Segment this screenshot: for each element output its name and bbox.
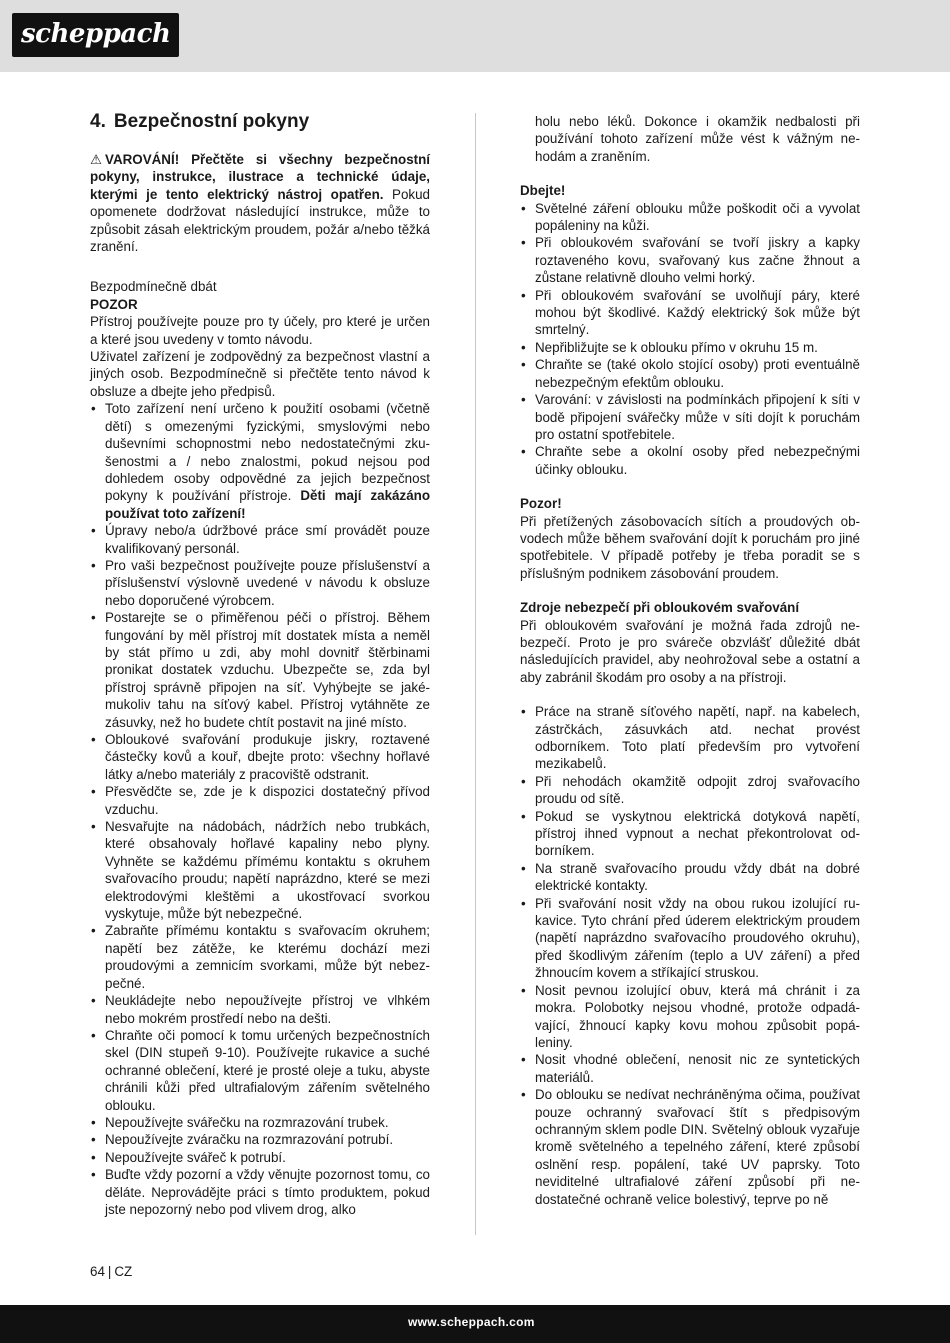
- list-item: • Nesvařujte na nádobách, nádržích nebo trubkách, které obsahovaly hořlavé kapaliny nebo plyny. Vyhněte se každému přímému kontaktu s okruhem svařovacího proudu; napětí naprázdno, které se mezi elektrodovými kleštěmi a ukostřovací svorkou vyskytuje, může být nebezpečné.: [90, 818, 430, 922]
- list-item: • Chraňte se (také okolo stojící osoby) proti eventuálně nebezpečným efektům oblouku.: [520, 356, 860, 391]
- list-item: • Práce na straně síťového napětí, např. na kabelech, zástrčkách, zásuvkách atd. nechat provést odborníkem. Toto platí především pro vytvoření mezikabelů.: [520, 703, 860, 773]
- list-item: • Postarejte se o přiměřenou péči o přístroj. Během fungování by měl přístroj mít dostatek místa a neměl by stát přímo u zdi, aby mohl dovnitř štěrbinami pronikat dostatek vzduchu. Ubezpečte se, zda byl přístroj správně připojen na síť. Vyhýbejte se jakémukoliv tahu na síťový kabel. Přístroj vytáhněte ze zásuvky, než ho budete chtít postavit na jiné místo.: [90, 609, 430, 731]
- list-item: • Nepoužívejte svářečku na rozmrazování trubek.: [90, 1114, 430, 1131]
- footer-separator: |: [107, 1264, 112, 1279]
- paragraph-purpose: Přístroj používejte pouze pro ty účely, pro které je určen a které jsou uvedeny v tomto návodu.: [90, 314, 430, 347]
- list-item: • Nepoužívejte zváračku na rozmrazování potrubí.: [90, 1131, 430, 1148]
- dbejte-heading: Dbejte!: [520, 183, 566, 199]
- list-item: • Pokud se vyskytnou elektrická dotyková napětí, přístroj ihned vypnout a nechat překontrolovat odborníkem.: [520, 808, 860, 860]
- children-warning: Děti mají zakázáno používat toto zařízení!: [105, 488, 430, 521]
- list-item: • Při nehodách okamžitě odpojit zdroj svařovacího proudu od sítě.: [520, 773, 860, 808]
- language-code: CZ: [114, 1264, 133, 1279]
- page-number: 64: [90, 1264, 105, 1279]
- list-item: • Při svařování nosit vždy na obou rukou izolující rukavice. Tyto chrání před úderem elektrickým proudem (napětí naprázdno svařovacího proudového okruhu), před škodlivým zářením (teplo a UV záření) a před žhnoucím kovem a stříkající struskou.: [520, 895, 860, 982]
- safety-bullet-list: [90, 400, 430, 1218]
- section-number: 4.: [90, 111, 106, 132]
- list-item: • Při obloukovém svařování se uvolňují páry, které mohou být škodlivé. Každý elektrický šok může být smrtelný.: [520, 287, 860, 339]
- list-item: • Chraňte sebe a okolní osoby před nebezpečnými účinky oblouku.: [520, 443, 860, 478]
- must-heading: Bezpodmínečně dbát: [90, 279, 217, 295]
- scheppach-logo: scheppach: [12, 13, 179, 57]
- hazard-sources-paragraph: Při obloukovém svařování je možná řada zdrojů nebezpečí. Proto je pro sváreče obzvlášť důležité dbát následujících pravidel, aby neohrožoval sebe a ostatní a aby zabránil škodám pro osoby a na přístroji.: [520, 617, 860, 685]
- list-item: • Nosit vhodné oblečení, nenosit nic ze syntetických materiálů.: [520, 1051, 860, 1086]
- left-column: [90, 110, 430, 1218]
- page-number-footer: [90, 1264, 132, 1279]
- warning-triangle-icon: ⚠: [90, 152, 103, 167]
- website-link[interactable]: www.scheppach.com: [408, 1315, 535, 1329]
- list-item: • Nepřibližujte se k oblouku přímo v okruhu 15 m.: [520, 339, 860, 356]
- hazard-sources-heading: Zdroje nebezpečí při obloukovém svařování: [520, 600, 800, 616]
- list-item: • Zabraňte přímému kontaktu s svařovacím okruhem; napětí bez zátěže, ke kterému dochází mezi proudovými a zemnicím svorkami, může být nebezpečné.: [90, 922, 430, 992]
- warning-rest-text: Pokud opomenete dodržovat následující instrukce, může to způsobit zásah elektrickým proudem, požár a/nebo těžká zranění.: [90, 186, 430, 255]
- list-item: • Chraňte oči pomocí k tomu určených bezpečnostních skel (DIN stupeň 9-10). Používejte rukavice a suché ochranné oblečení, které je prosté oleje a tuku, abyste chránili kůži před ultrafialovým zářením světelného oblouku.: [90, 1027, 430, 1114]
- list-item: • Nepoužívejte svářeč k potrubí.: [90, 1149, 430, 1166]
- section-title-text: Bezpečnostní pokyny: [113, 111, 310, 132]
- bullet-text: Toto zařízení není určeno k použití osobami (včetně dětí) s omezenými fyzickými, smyslovými nebo duševními schopnostmi nebo nedostatečnými zkušenostmi a / nebo znalostmi, pokud nejsou pod dohledem osoby odpovědné za jejich bezpečnost pokyny k používání přístroje.: [105, 401, 430, 504]
- section-title: [90, 110, 430, 134]
- list-item: • Přesvědčte se, zde je k dispozici dostatečný přívod vzduchu.: [90, 783, 430, 818]
- list-item: • Úpravy nebo/a údržbové práce smí provádět pouze kvalifikovaný personál.: [90, 522, 430, 557]
- continued-text: holu nebo léků. Dokonce i okamžik nedbalosti při používání tohoto zařízení může vést k vážným nehodám a zraněním.: [535, 114, 860, 164]
- list-item: • Obloukové svařování produkuje jiskry, roztavené částečky kovů a kouř, dbejte proto: všechny hořlavé látky a/nebo materiály z pracoviště odstranit.: [90, 731, 430, 783]
- column-divider: [475, 113, 476, 1235]
- list-item: • Do oblouku se nedívat nechráněnýma očima, používat pouze ochranný svařovací štít s předpisovým ochranným sklem podle DIN. Světelný oblouk vyzařuje kromě světelného a tepelného záření, které způsobí oslnění resp. popálení, také UV paprsky. Toto neviditelné ultrafialové záření způsobí při nedostatečné ochraně velice bolestivý, teprve po ně: [520, 1086, 860, 1208]
- right-column: [520, 113, 860, 1208]
- dbejte-bullet-list: [520, 200, 860, 479]
- hazard-bullet-list: [520, 703, 860, 1208]
- list-item: • Na straně svařovacího proudu vždy dbát na dobré elektrické kontakty.: [520, 860, 860, 895]
- list-item: • Nosit pevnou izolující obuv, která má chránit i za mokra. Polobotky nejsou vhodné, protože odpadávající, žhnoucí kapky kovu mohou způsobit popáleniny.: [520, 982, 860, 1052]
- list-item: • Neukládejte nebo nepoužívejte přístroj ve vlhkém nebo mokrém prostředí nebo na dešti.: [90, 992, 430, 1027]
- pozor-heading: POZOR: [90, 296, 138, 312]
- list-item: • Pro vaši bezpečnost používejte pouze příslušenství a příslušenství výslovně uvedené v návodu k obsluze nebo doporučené výrobcem.: [90, 557, 430, 609]
- paragraph-responsibility: Uživatel zařízení je zodpovědný za bezpečnost vlastní a jiných osob. Bezpodmínečně si přečtěte tento návod k obsluze a dbejte jeho předpisů.: [90, 349, 430, 399]
- warning-bold-text: VAROVÁNÍ! Přečtěte si všechny bezpečnostní pokyny, instrukce, ilustrace a technické údaje, kterými je tento elektrický nástroj opatřen.: [90, 152, 430, 202]
- list-item: • Při obloukovém svařování se tvoří jiskry a kapky roztaveného kovu, svařovaný kus začne žhnout a zůstane relativně dlouho velmi horký.: [520, 234, 860, 286]
- list-item: • Buďte vždy pozorní a vždy věnujte pozornost tomu, co děláte. Neprovádějte práci s tímto produktem, pokud jste nepozorný nebo pod vlivem drog, alko: [90, 1166, 430, 1218]
- page-header: [0, 0, 950, 72]
- list-item: • Světelné záření oblouku může poškodit oči a vyvolat popáleniny na kůži.: [520, 200, 860, 235]
- list-item: • Varování: v závislosti na podmínkách připojení k síti v bodě připojení svářečky může v síti dojít k poruchám pro ostatní spotřebitele.: [520, 391, 860, 443]
- pozor-heading-right: Pozor!: [520, 496, 562, 512]
- list-item: [90, 400, 430, 522]
- pozor-paragraph: Při přetížených zásobovacích sítích a proudových obvodech může během svařování dojít k poruchám pro jiné spotřebitele. V případě potřeby je třeba poradit se s příslušným podnikem zásobování proudem.: [520, 513, 860, 581]
- warning-paragraph: [90, 151, 430, 255]
